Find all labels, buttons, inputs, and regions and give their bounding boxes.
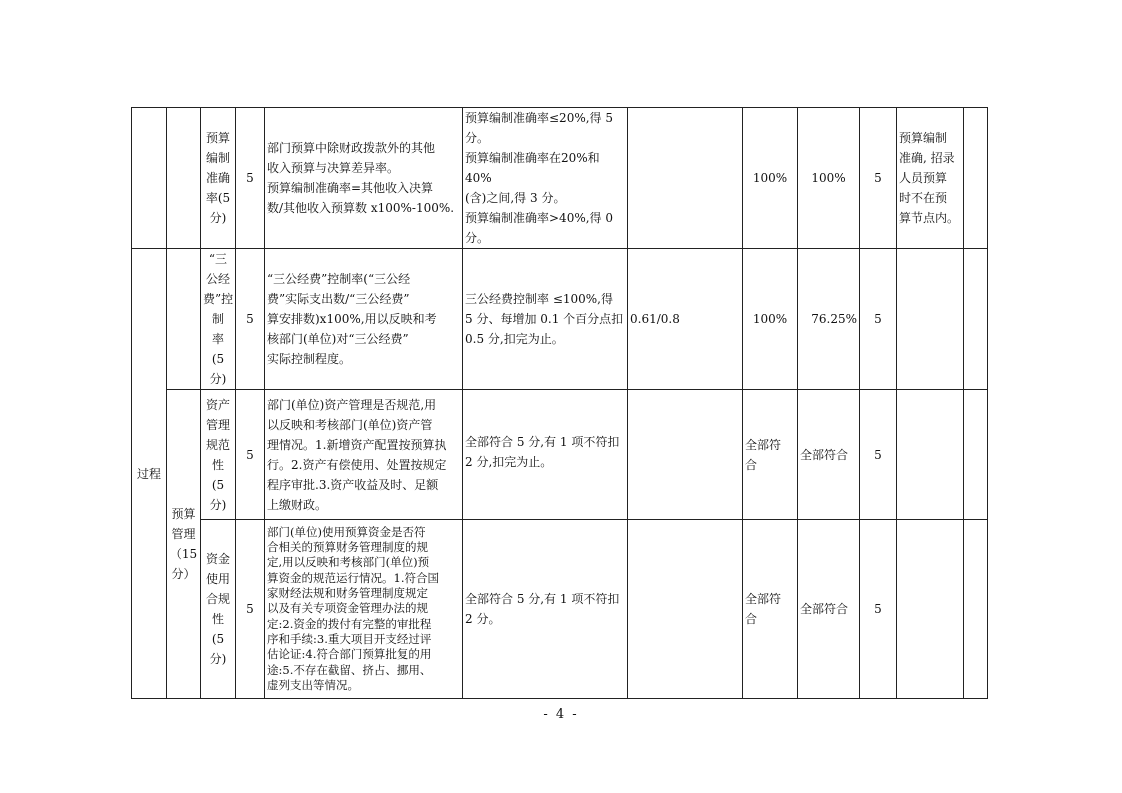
- indicator-description: 部门预算中除财政拨款外的其他 收入预算与决算差异率。 预算编制准确率=其他收入决算 数/其他收入预算数 x100%-100%.: [265, 108, 463, 249]
- actual-value: [628, 520, 743, 699]
- score: 5: [860, 249, 897, 390]
- completion-value: 全部符合: [798, 390, 860, 520]
- indicator-weight: 5: [236, 249, 265, 390]
- table-row: [132, 249, 988, 390]
- score: 5: [860, 108, 897, 249]
- indicator-weight: 5: [236, 390, 265, 520]
- completion-value: 全部符合: [798, 520, 860, 699]
- actual-value: [628, 390, 743, 520]
- indicator-weight: 5: [236, 108, 265, 249]
- remark: [964, 249, 988, 390]
- table-row: [132, 108, 988, 249]
- table-row: [132, 520, 988, 699]
- deduction-reason: [897, 390, 964, 520]
- remark: [964, 520, 988, 699]
- scoring-criteria: 预算编制准确率≤20%,得 5 分。 预算编制准确率在20%和40% (含)之间,得 3 分。 预算编制准确率>40%,得 0 分。: [463, 108, 628, 249]
- indicator-name: “三 公经 费”控 制 率 (5 分): [201, 249, 236, 390]
- target-value: 全部符 合: [743, 520, 798, 699]
- evaluation-table: [131, 107, 988, 699]
- level2-cell: [167, 249, 201, 390]
- level1-cell: 过程: [132, 249, 167, 699]
- table-row: [132, 390, 988, 520]
- deduction-reason: [897, 249, 964, 390]
- indicator-description: 部门(单位)资产管理是否规范,用 以反映和考核部门(单位)资产管 理情况。1.新增资产配置按预算执 行。2.资产有偿使用、处置按规定 程序审批.3.资产收益及时、足额 上缴财政。: [265, 390, 463, 520]
- remark: [964, 390, 988, 520]
- score: 5: [860, 390, 897, 520]
- actual-value: 0.61/0.8: [628, 249, 743, 390]
- completion-value: 100%: [798, 108, 860, 249]
- score: 5: [860, 520, 897, 699]
- completion-value: 76.25%: [798, 249, 860, 390]
- remark: [964, 108, 988, 249]
- level1-cell: [132, 108, 167, 249]
- actual-value: [628, 108, 743, 249]
- target-value: 100%: [743, 249, 798, 390]
- target-value: 100%: [743, 108, 798, 249]
- level2-cell: 预算 管理 （15 分）: [167, 390, 201, 699]
- scoring-criteria: 全部符合 5 分,有 1 项不符扣 2 分。: [463, 520, 628, 699]
- indicator-description: “三公经费”控制率(“三公经 费”实际支出数/“三公经费” 算安排数)x100%,用以反映和考 核部门(单位)对“三公经费” 实际控制程度。: [265, 249, 463, 390]
- indicator-name: 资产 管理 规范 性 (5 分): [201, 390, 236, 520]
- target-value: 全部符 合: [743, 390, 798, 520]
- deduction-reason: [897, 520, 964, 699]
- page-number: - 4 -: [543, 707, 579, 722]
- indicator-name: 资金 使用 合规 性 (5 分): [201, 520, 236, 699]
- indicator-name: 预算 编制 准确 率(5 分): [201, 108, 236, 249]
- indicator-weight: 5: [236, 520, 265, 699]
- level2-cell: [167, 108, 201, 249]
- indicator-description: 部门(单位)使用预算资金是否符 合相关的预算财务管理制度的规 定,用以反映和考核部门(单位)预 算资金的规范运行情况。1.符合国 家财经法规和财务管理制度规定 以及有关专项资金管理办法的规 定:2.资金的拨付有完整的审批程 序和手续:3.重大项目开支经过评 估论证:4.符合部门预算批复的用 途:5.不存在截留、挤占、挪用、 虚列支出等情况。: [265, 520, 463, 699]
- deduction-reason: 预算编制 准确, 招录 人员预算 时不在预 算节点内。: [897, 108, 964, 249]
- scoring-criteria: 全部符合 5 分,有 1 项不符扣 2 分,扣完为止。: [463, 390, 628, 520]
- scoring-criteria: 三公经费控制率 ≤100%,得 5 分、每增加 0.1 个百分点扣 0.5 分,扣完为止。: [463, 249, 628, 390]
